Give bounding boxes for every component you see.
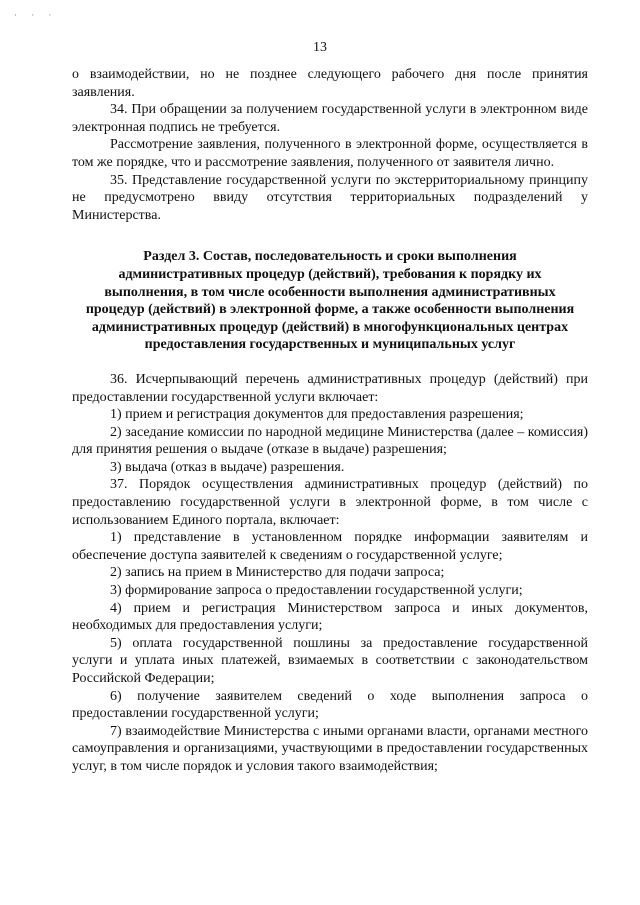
list-item: 5) оплата государственной пошлины за предоставление государственной услуги и уплата иных платежей, взимаемых в соответствии с законодательством Российской Федерации; xyxy=(72,635,588,686)
list-item: 3) формирование запроса о предоставлении государственной услуги; xyxy=(110,583,523,599)
list-item: 2) запись на прием в Министерство для подачи запроса; xyxy=(110,565,445,581)
section-heading: Раздел 3. Состав, последовательность и сроки выполнения административных процедур (действий), требования к порядку их выполнения, в том числе особенности выполнения административных процедур (действий) в электронной форме, а также особенности выполнения административных процедур (действий) в многофункциональных центрах предоставления государственных и муниципальных услуг xyxy=(85,249,575,353)
list-item: 1) представление в установленном порядке информации заявителям и обеспечение доступа заявителей к сведениям о государственной услуге; xyxy=(72,530,588,563)
list-item: 1) прием и регистрация документов для предоставления разрешения; xyxy=(110,407,524,423)
list-item: 6) получение заявителем сведений о ходе выполнения запроса о предоставлении государственной услуги; xyxy=(72,688,588,722)
list-item: 3) выдача (отказ в выдаче) разрешения. xyxy=(110,459,345,475)
paragraph: Рассмотрение заявления, полученного в электронной форме, осуществляется в том же порядке, что и рассмотрение заявления, полученного от заявителя лично. xyxy=(72,137,588,170)
paragraph: 34. При обращении за получением государственной услуги в электронном виде электронная подпись не требуется. xyxy=(72,102,588,135)
page-body xyxy=(72,66,588,776)
scan-marks: · · · xyxy=(14,10,58,20)
list-item: 2) заседание комиссии по народной медицине Министерства (далее – комиссия) для принятия решения о выдаче (отказе в выдаче) разрешения; xyxy=(72,424,588,458)
paragraph: 35. Представление государственной услуги по экстерриториальному принципу не предусмотрено ввиду отсутствия территориальных подразделений у Министерства. xyxy=(72,172,588,223)
list-item: 4) прием и регистрация Министерством запроса и иных документов, необходимых для предоставления услуги; xyxy=(72,600,588,634)
paragraph: 36. Исчерпывающий перечень административных процедур (действий) при предоставлении государственной услуги включает: xyxy=(72,371,588,405)
paragraph: 37. Порядок осуществления административных процедур (действий) по предоставлению государственной услуги в электронной форме, в том числе с использованием Единого портала, включает: xyxy=(72,477,588,528)
page-number: 13 xyxy=(313,40,327,55)
paragraph: о взаимодействии, но не позднее следующего рабочего дня после принятия заявления. xyxy=(72,67,588,100)
list-item: 7) взаимодействие Министерства с иными органами власти, органами местного самоуправления и организациями, участвующими в предоставлении государственных услуг, в том числе порядок и условия такого взаимодействия; xyxy=(72,723,588,774)
